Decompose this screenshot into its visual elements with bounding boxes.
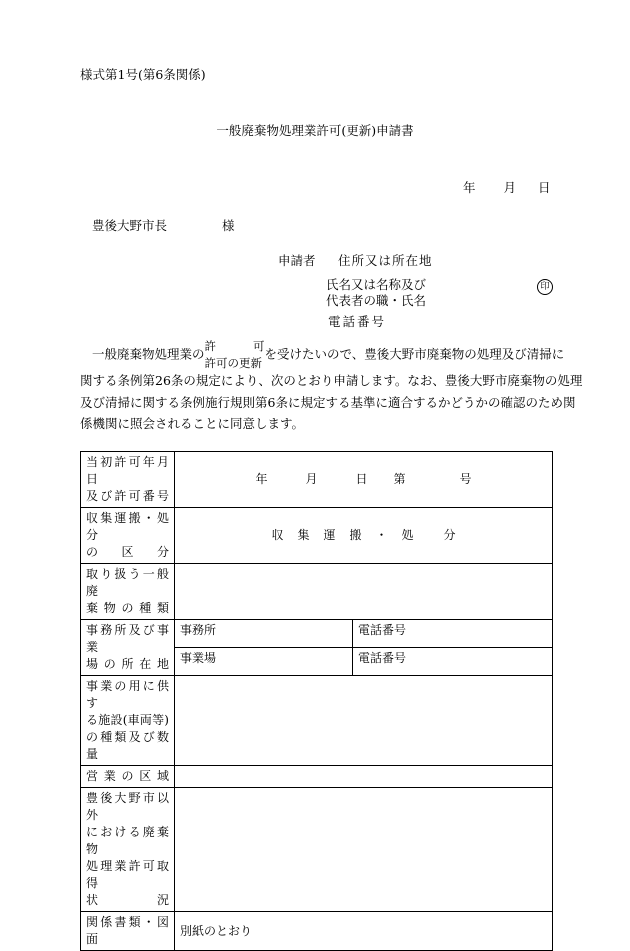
label-line: の 区 分 <box>86 545 169 559</box>
table-row <box>81 620 553 648</box>
table-row <box>81 912 553 951</box>
date-year-label: 年 <box>463 180 476 195</box>
category-char: 収 <box>271 528 284 542</box>
statement-prefix: 一般廃棄物処理業の <box>92 346 205 362</box>
permit-month-label: 月 <box>305 472 318 486</box>
application-statement <box>80 339 583 435</box>
category-char: 搬 <box>349 528 362 542</box>
statement-line-4: 係機関に照会されることに同意します。 <box>80 416 305 431</box>
permit-dai-label: 第 <box>393 472 406 486</box>
label-line: る施設(車両等) <box>86 713 169 727</box>
label-line: 棄物の種類 <box>86 601 169 615</box>
label-line: 関係書類・図面 <box>86 915 169 946</box>
applicant-phone-label: 電話番号 <box>328 314 387 329</box>
office-phone-field[interactable] <box>353 620 553 648</box>
form-number: 様式第1号(第6条関係) <box>80 67 206 82</box>
applicant-label: 申請者 <box>278 253 316 268</box>
applicant-name-label: 氏名又は名称及び <box>326 277 427 292</box>
documents-text: 別紙のとおり <box>180 923 253 938</box>
choice-renewal: 許可の更新 <box>204 356 263 370</box>
label-line: 営業の区域 <box>86 769 169 783</box>
table-row <box>81 676 553 766</box>
table-row <box>81 452 553 508</box>
initial-permit-value[interactable] <box>175 452 553 508</box>
application-date <box>463 178 551 196</box>
label-line: 収集運搬・処分 <box>86 511 169 542</box>
permit-go-label: 号 <box>459 472 472 486</box>
table-row <box>81 508 553 564</box>
facilities-value[interactable] <box>175 676 553 766</box>
applicant-representative-label: 代表者の職・氏名 <box>326 293 427 308</box>
label-line: 状 況 <box>86 893 169 907</box>
permit-type-choice <box>205 338 265 372</box>
permit-day-label: 日 <box>355 472 368 486</box>
choice-permit-1: 許 <box>204 339 217 353</box>
site-address-field[interactable] <box>175 648 353 676</box>
table-row <box>81 766 553 788</box>
label-line: の種類及び数量 <box>86 730 169 761</box>
permit-year-label: 年 <box>255 472 268 486</box>
statement-line-3: 及び清掃に関する条例施行規則第6条に規定する基準に適合するかどうかの確認のため関 <box>80 394 576 410</box>
label-line: 当初許可年月日 <box>86 455 169 486</box>
label-line: 豊後大野市以外 <box>86 791 169 822</box>
choice-permit-2: 可 <box>253 339 265 353</box>
business-area-value[interactable] <box>175 766 553 788</box>
label-waste-types <box>81 564 175 620</box>
label-initial-permit <box>81 452 175 508</box>
application-table <box>80 451 553 951</box>
office-phone-label: 電話番号 <box>358 623 407 637</box>
applicant-address-label: 住所又は所在地 <box>338 253 433 268</box>
label-line: 及び許可番号 <box>86 489 169 503</box>
label-other-permits <box>81 788 175 912</box>
label-business-area <box>81 766 175 788</box>
document-title: 一般廃棄物処理業許可(更新)申請書 <box>216 123 414 138</box>
site-label: 事業場 <box>180 651 217 665</box>
category-char: ・ <box>375 528 388 542</box>
category-char: 運 <box>323 528 336 542</box>
site-phone-label: 電話番号 <box>358 651 407 665</box>
other-permits-value[interactable] <box>175 788 553 912</box>
table-row <box>81 788 553 912</box>
label-office-location <box>81 620 175 676</box>
label-documents <box>81 912 175 951</box>
label-line: 事務所及び事業 <box>86 623 169 654</box>
office-address-field[interactable] <box>175 620 353 648</box>
category-char: 集 <box>297 528 310 542</box>
seal-mark: 印 <box>537 279 553 295</box>
category-char: 処 <box>401 528 414 542</box>
category-char: 分 <box>443 528 456 542</box>
date-month-label: 月 <box>503 180 517 195</box>
label-business-category <box>81 508 175 564</box>
statement-line-2: 関する条例第26条の規定により、次のとおり申請します。なお、豊後大野市廃棄物の処理 <box>80 373 583 388</box>
label-line: 処理業許可取得 <box>86 859 169 890</box>
site-phone-field[interactable] <box>353 648 553 676</box>
date-day-label: 日 <box>538 180 551 195</box>
waste-types-value[interactable] <box>175 564 553 620</box>
documents-value[interactable] <box>175 912 553 951</box>
label-line: 場の所在地 <box>86 657 169 671</box>
table-row <box>81 564 553 620</box>
statement-line-1: を受けたいので、豊後大野市廃棄物の処理及び清掃に <box>264 346 565 362</box>
addressee-suffix: 様 <box>222 218 235 233</box>
addressee-name: 豊後大野市長 <box>92 218 168 233</box>
label-line: 取り扱う一般廃 <box>86 567 169 598</box>
office-label: 事務所 <box>180 623 217 637</box>
business-category-value[interactable] <box>175 508 553 564</box>
label-line: 事業の用に供す <box>86 679 169 710</box>
label-line: における廃棄物 <box>86 825 169 856</box>
label-facilities <box>81 676 175 766</box>
